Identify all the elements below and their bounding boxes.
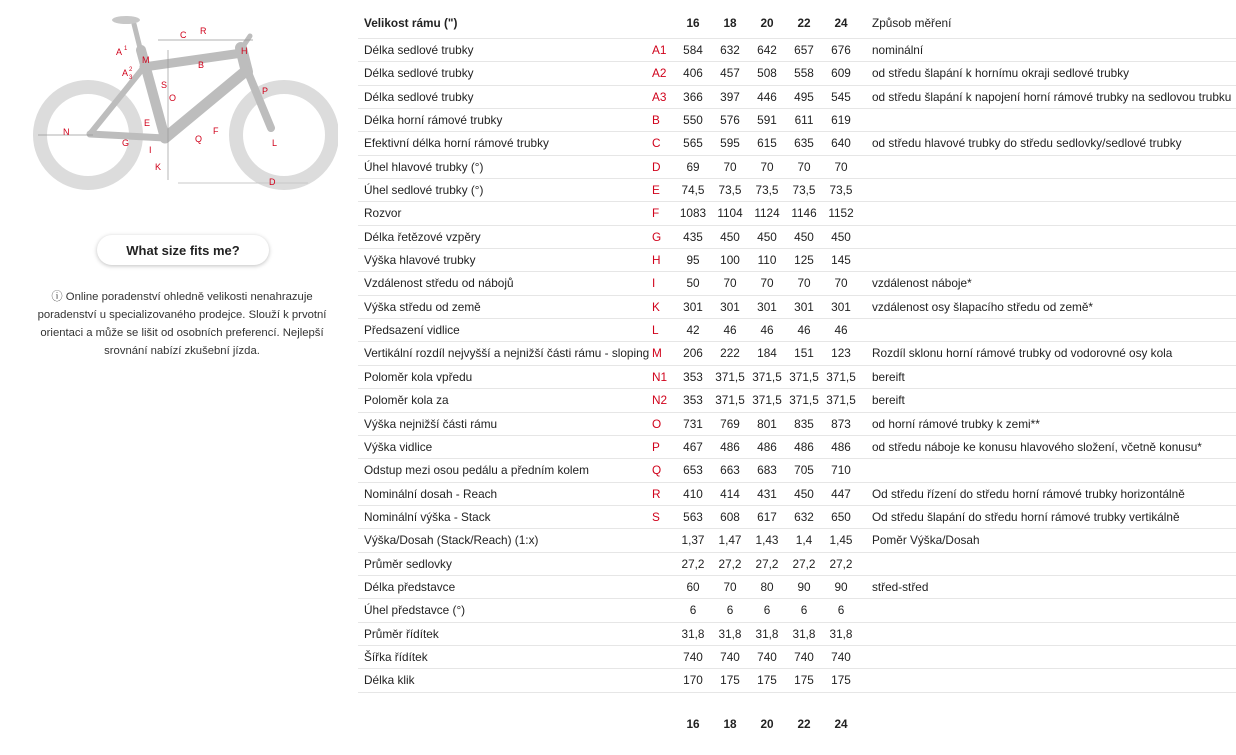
row-value: 371,5: [789, 393, 819, 408]
row-value: 740: [794, 649, 814, 664]
row-value: 6: [800, 603, 808, 618]
row-value: 90: [797, 579, 811, 594]
saddle: [112, 16, 140, 24]
footer-size: 22: [797, 716, 811, 731]
row-label: Nominální výška - Stack: [364, 509, 491, 524]
row-value: 1,4: [795, 533, 813, 548]
row-value: 184: [757, 346, 777, 361]
row-value: 42: [686, 323, 700, 338]
diagram-label-a: A: [122, 68, 129, 78]
row-code: R: [652, 486, 661, 501]
row-measurement-method: střed-střed: [872, 579, 929, 594]
diagram-label-o: O: [169, 93, 177, 103]
diagram-label-r: R: [200, 26, 207, 36]
row-value: 635: [794, 136, 814, 151]
row-value: 642: [757, 43, 777, 57]
table-row: [358, 156, 1236, 179]
row-value: 175: [831, 673, 851, 688]
row-value: 801: [757, 416, 777, 431]
diagram-label-sub: 2: [129, 67, 133, 73]
row-code: I: [652, 276, 656, 291]
row-value: 31,8: [829, 626, 853, 641]
row-value: 27,2: [755, 556, 779, 571]
diagram-label-sub: 3: [129, 75, 133, 81]
row-label: Průměr řídítek: [364, 626, 439, 641]
row-value: 467: [683, 439, 703, 454]
row-value: 175: [757, 673, 777, 688]
table-row: [358, 296, 1236, 319]
footer-size: 16: [686, 716, 700, 731]
table-row: [358, 459, 1236, 482]
row-value: 435: [683, 229, 703, 244]
row-value: 1104: [717, 206, 743, 221]
row-value: 632: [720, 43, 740, 57]
row-label: Úhel představce (°): [364, 603, 466, 618]
row-value: 486: [794, 439, 814, 454]
row-value: 206: [683, 346, 703, 361]
row-code: A2: [652, 66, 667, 81]
diagram-label-c: C: [180, 30, 187, 40]
row-value: 6: [837, 603, 845, 618]
diagram-label-h: H: [241, 46, 248, 56]
row-value: 46: [760, 323, 774, 338]
row-measurement-method: Od středu šlapání do středu horní rámové trubky vertikálně: [872, 509, 1180, 524]
footer-size: 18: [723, 716, 737, 731]
table-row: [358, 436, 1236, 459]
table-row: [358, 506, 1236, 529]
row-value: 591: [757, 113, 777, 128]
header-frame-size-label: Velikost rámu ("): [364, 16, 458, 30]
row-value: 545: [831, 89, 851, 104]
table-row: [358, 599, 1236, 622]
row-value: 740: [683, 649, 703, 664]
row-label: Průměr sedlovky: [364, 556, 452, 571]
row-label: Výška středu od země: [364, 299, 481, 314]
row-value: 1,45: [829, 533, 853, 548]
row-code: B: [652, 113, 660, 128]
row-value: 371,5: [752, 369, 782, 384]
row-value: 100: [720, 253, 740, 268]
row-value: 90: [834, 579, 848, 594]
row-value: 6: [726, 603, 734, 618]
row-value: 70: [797, 159, 811, 174]
row-label: Šířka řídítek: [364, 649, 428, 664]
row-value: 619: [831, 113, 851, 128]
table-header-row: [358, 10, 1236, 39]
table-row: [358, 39, 1236, 62]
diagram-label-s: S: [161, 80, 168, 90]
row-value: 110: [757, 253, 777, 268]
row-value: 301: [794, 299, 814, 314]
diagram-label-g: G: [122, 138, 130, 148]
row-measurement-method: od středu šlapání k napojení horní rámové trubky na sedlovou trubku: [872, 89, 1232, 104]
table-body: [358, 39, 1236, 693]
table-row: [358, 669, 1236, 692]
what-size-fits-me-button[interactable]: What size fits me?: [97, 235, 269, 265]
bike-drawing: [38, 16, 332, 183]
row-label: Výška/Dosah (Stack/Reach) (1:x): [364, 533, 539, 548]
row-value: 657: [794, 43, 814, 57]
row-value: 617: [757, 509, 777, 524]
row-value: 1,37: [681, 533, 705, 548]
diagram-label-sub: 1: [124, 46, 128, 52]
row-code: N2: [652, 393, 668, 408]
row-value: 73,5: [792, 183, 816, 198]
row-measurement-method: Rozdíl sklonu horní rámové trubky od vodorovné osy kola: [872, 346, 1173, 361]
row-value: 486: [720, 439, 740, 454]
row-value: 611: [794, 113, 814, 128]
table-row: [358, 319, 1236, 342]
row-value: 145: [831, 253, 851, 268]
row-value: 731: [683, 416, 703, 431]
header-size: 20: [760, 16, 774, 30]
row-measurement-method: vzdálenost náboje*: [872, 276, 972, 291]
row-code: C: [652, 136, 661, 151]
row-value: 508: [757, 66, 777, 81]
row-value: 650: [831, 509, 851, 524]
row-value: 495: [794, 89, 814, 104]
row-code: M: [652, 346, 662, 361]
row-value: 371,5: [789, 369, 819, 384]
row-code: N1: [652, 369, 668, 384]
row-value: 46: [797, 323, 811, 338]
row-value: 46: [834, 323, 848, 338]
row-value: 70: [723, 159, 737, 174]
table-row: [358, 366, 1236, 389]
row-label: Odstup mezi osou pedálu a předním kolem: [364, 463, 589, 478]
left-panel: [0, 0, 345, 735]
row-value: 27,2: [792, 556, 816, 571]
row-value: 563: [683, 509, 703, 524]
row-value: 1,43: [755, 533, 779, 548]
row-measurement-method: vzdálenost osy šlapacího středu od země*: [872, 299, 1093, 314]
row-value: 371,5: [715, 369, 745, 384]
row-value: 1,47: [718, 533, 742, 548]
header-size: 24: [834, 16, 848, 30]
row-value: 353: [683, 369, 703, 384]
row-value: 397: [720, 89, 740, 104]
row-value: 6: [763, 603, 771, 618]
row-label: Výška vidlice: [364, 439, 433, 454]
row-label: Poloměr kola vpředu: [364, 369, 473, 384]
row-value: 70: [797, 276, 811, 291]
row-value: 69: [686, 159, 700, 174]
header-size: 18: [723, 16, 737, 30]
row-value: 640: [831, 136, 851, 151]
diagram-label-b: B: [198, 60, 205, 70]
table-row: [358, 132, 1236, 155]
row-value: 1124: [754, 206, 780, 221]
table-row: [358, 529, 1236, 552]
diagram-label-d: D: [269, 177, 276, 187]
row-value: 1146: [791, 206, 817, 221]
row-label: Délka klik: [364, 673, 415, 688]
row-value: 175: [720, 673, 740, 688]
row-value: 740: [757, 649, 777, 664]
row-value: 683: [757, 463, 777, 478]
row-value: 301: [757, 299, 777, 314]
row-value: 95: [686, 253, 700, 268]
row-value: 70: [723, 579, 737, 594]
row-measurement-method: od středu šlapání k hornímu okraji sedlové trubky: [872, 66, 1130, 81]
row-value: 31,8: [718, 626, 742, 641]
row-code: A1: [652, 43, 667, 57]
row-code: L: [652, 323, 659, 338]
row-value: 73,5: [755, 183, 779, 198]
row-label: Úhel sedlové trubky (°): [364, 183, 484, 198]
row-value: 608: [720, 509, 740, 524]
row-value: 301: [720, 299, 740, 314]
table-row: [358, 202, 1236, 225]
row-value: 151: [794, 346, 814, 361]
row-value: 27,2: [681, 556, 705, 571]
row-value: 371,5: [826, 369, 856, 384]
top-tube: [144, 53, 242, 67]
row-label: Předsazení vidlice: [364, 323, 460, 338]
row-code: O: [652, 416, 662, 431]
row-value: 446: [757, 89, 777, 104]
row-value: 125: [794, 253, 814, 268]
row-value: 835: [794, 416, 814, 431]
row-value: 27,2: [829, 556, 853, 571]
row-value: 705: [794, 463, 814, 478]
row-code: F: [652, 206, 660, 221]
crank: [160, 133, 170, 143]
diagram-label-i: I: [149, 145, 152, 155]
table-row: [358, 553, 1236, 576]
row-value: 366: [683, 89, 703, 104]
table-row: [358, 483, 1236, 506]
row-code: K: [652, 299, 660, 314]
row-measurement-method: nominální: [872, 43, 924, 57]
row-value: 80: [760, 579, 774, 594]
row-value: 70: [760, 276, 774, 291]
row-value: 450: [794, 229, 814, 244]
row-value: 371,5: [715, 393, 745, 408]
row-label: Nominální dosah - Reach: [364, 486, 498, 501]
table-footer-row: [358, 693, 1236, 733]
row-value: 123: [831, 346, 851, 361]
table-row: [358, 249, 1236, 272]
row-value: 31,8: [792, 626, 816, 641]
row-label: Rozvor: [364, 206, 402, 221]
row-value: 450: [831, 229, 851, 244]
row-value: 50: [686, 276, 700, 291]
diagram-label-e: E: [144, 118, 151, 128]
table-row: [358, 646, 1236, 669]
row-value: 222: [720, 346, 740, 361]
row-label: Délka sedlové trubky: [364, 66, 474, 81]
row-value: 450: [757, 229, 777, 244]
row-value: 632: [794, 509, 814, 524]
row-code: Q: [652, 463, 662, 478]
header-size: 22: [797, 16, 811, 30]
row-value: 73,5: [829, 183, 853, 198]
row-value: 73,5: [718, 183, 742, 198]
header-measurement-method: Způsob měření: [872, 16, 952, 30]
row-value: 450: [720, 229, 740, 244]
row-value: 740: [831, 649, 851, 664]
row-value: 414: [720, 486, 740, 501]
row-label: Efektivní délka horní rámové trubky: [364, 136, 549, 151]
row-value: 371,5: [752, 393, 782, 408]
row-value: 450: [794, 486, 814, 501]
row-value: 565: [683, 136, 703, 151]
row-value: 663: [720, 463, 740, 478]
row-measurement-method: Od středu řízení do středu horní rámové trubky horizontálně: [872, 486, 1185, 501]
footer-size: 24: [834, 716, 848, 731]
row-code: H: [652, 253, 661, 268]
row-measurement-method: bereift: [872, 393, 905, 408]
row-value: 1152: [828, 206, 854, 221]
row-value: 595: [720, 136, 740, 151]
row-value: 653: [683, 463, 703, 478]
row-measurement-method: od středu hlavové trubky do středu sedlovky/sedlové trubky: [872, 136, 1182, 151]
row-label: Délka sedlové trubky: [364, 89, 474, 104]
row-measurement-method: Poměr Výška/Dosah: [872, 533, 980, 548]
row-value: 609: [831, 66, 851, 81]
footer-size: 20: [760, 716, 774, 731]
row-measurement-method: od horní rámové trubky k zemi**: [872, 416, 1040, 431]
bike-geometry-diagram: [28, 10, 338, 200]
diagram-label-l: L: [272, 138, 278, 148]
table-row: [358, 179, 1236, 202]
row-label: Poloměr kola za: [364, 393, 449, 408]
row-code: D: [652, 159, 661, 174]
row-measurement-method: bereift: [872, 369, 905, 384]
row-value: 31,8: [755, 626, 779, 641]
row-label: Výška nejnižší části rámu: [364, 416, 498, 431]
row-value: 584: [683, 43, 703, 57]
table-row: [358, 389, 1236, 412]
row-value: 558: [794, 66, 814, 81]
row-code: S: [652, 509, 660, 524]
row-value: 710: [831, 463, 851, 478]
row-value: 486: [831, 439, 851, 454]
row-measurement-method: od středu náboje ke konusu hlavového složení, včetně konusu*: [872, 439, 1202, 454]
row-code: E: [652, 183, 660, 198]
table-row: [358, 413, 1236, 436]
table-row: [358, 342, 1236, 365]
row-value: 170: [683, 673, 703, 688]
row-value: 70: [723, 276, 737, 291]
row-label: Vzdálenost středu od nábojů: [364, 276, 514, 291]
row-value: 431: [757, 486, 777, 501]
row-value: 70: [834, 276, 848, 291]
row-value: 60: [686, 579, 700, 594]
sizing-disclaimer: ⓘ Online poradenství ohledně velikosti nenahrazuje poradenství u specializovaného prodejce. Slouží k prvotní orientaci a může se lišit od osobních preferencí. Nejlepší srovnání nabízí zkušební jízda.: [37, 291, 327, 357]
row-value: 406: [683, 66, 703, 81]
table-row: [358, 62, 1236, 85]
row-label: Délka horní rámové trubky: [364, 113, 503, 128]
row-label: Vertikální rozdíl nejvyšší a nejnižší části rámu - sloping: [364, 346, 650, 361]
row-value: 486: [757, 439, 777, 454]
row-value: 371,5: [826, 393, 856, 408]
row-value: 615: [757, 136, 777, 151]
row-code: G: [652, 229, 662, 244]
row-value: 353: [683, 393, 703, 408]
row-label: Délka sedlové trubky: [364, 43, 474, 57]
row-value: 301: [683, 299, 703, 314]
diagram-label-f: F: [213, 126, 219, 136]
row-value: 70: [760, 159, 774, 174]
table-row: [358, 226, 1236, 249]
row-code: A3: [652, 89, 667, 104]
diagram-label-a: A: [116, 47, 123, 57]
row-value: 6: [689, 603, 697, 618]
header-size: 16: [686, 16, 700, 30]
row-value: 769: [720, 416, 740, 431]
table-row: [358, 576, 1236, 599]
row-value: 301: [831, 299, 851, 314]
row-value: 676: [831, 43, 851, 57]
row-value: 576: [720, 113, 740, 128]
row-value: 740: [720, 649, 740, 664]
row-value: 457: [720, 66, 740, 81]
row-value: 175: [794, 673, 814, 688]
diagram-label-n: N: [63, 127, 70, 137]
row-label: Výška hlavové trubky: [364, 253, 476, 268]
diagram-label-m: M: [142, 55, 150, 65]
row-value: 1083: [679, 206, 707, 221]
diagram-label-k: K: [155, 162, 162, 172]
row-value: 550: [683, 113, 703, 128]
row-value: 31,8: [681, 626, 705, 641]
row-label: Úhel hlavové trubky (°): [364, 159, 484, 174]
front-wheel: [236, 87, 332, 183]
row-value: 70: [834, 159, 848, 174]
table-row: [358, 86, 1236, 109]
diagram-label-q: Q: [195, 134, 203, 144]
row-label: Délka představce: [364, 579, 456, 594]
row-value: 410: [683, 486, 703, 501]
row-label: Délka řetězové vzpěry: [364, 229, 481, 244]
seatpost: [134, 24, 140, 48]
row-value: 27,2: [718, 556, 742, 571]
row-value: 46: [723, 323, 737, 338]
row-value: 873: [831, 416, 851, 431]
table-row: [358, 272, 1236, 295]
diagram-label-p: P: [262, 86, 269, 96]
geometry-table: [358, 10, 1236, 733]
table-row: [358, 109, 1236, 132]
row-code: P: [652, 439, 660, 454]
table-row: [358, 623, 1236, 646]
row-value: 74,5: [681, 183, 705, 198]
row-value: 447: [831, 486, 851, 501]
